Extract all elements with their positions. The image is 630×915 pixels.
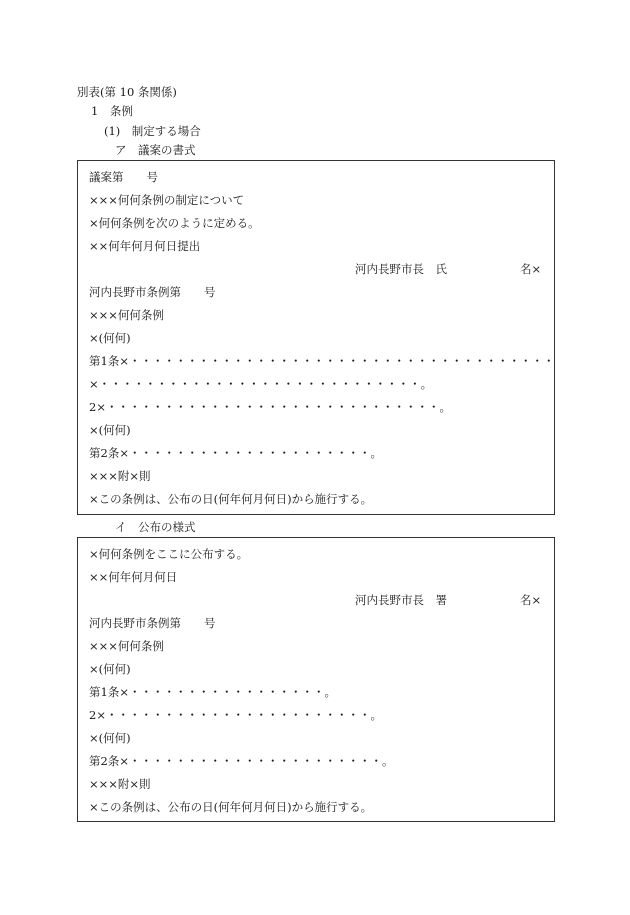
ordinance-title-line: ×××何何条例 [89, 308, 164, 322]
article-2-line: 第2条×・・・・・・・・・・・・・・・・・・・・・・。 [89, 754, 394, 768]
bill-date-line: ××何年何月何日提出 [89, 239, 201, 253]
caption-line-2: ×(何何) [89, 423, 131, 437]
section-heading: 1 条例 [91, 104, 133, 118]
promulgation-date-line: ××何年何月何日 [89, 570, 178, 584]
item-a-heading: ア 議案の書式 [115, 143, 196, 157]
caption-line: ×(何何) [89, 662, 131, 676]
promulgation-format-box [77, 537, 555, 822]
paragraph-2-line: 2×・・・・・・・・・・・・・・・・・・・・・・・。 [89, 708, 382, 722]
article-1-line: 第1条×・・・・・・・・・・・・・・・・・。 [89, 685, 336, 699]
article-2-line: 第2条×・・・・・・・・・・・・・・・・・・・・・。 [89, 446, 382, 460]
article-1-line: 第1条×・・・・・・・・・・・・・・・・・・・・・・・・・・・・・・・・・・・・・ [89, 354, 555, 368]
mayor-signature-left: 河内長野市長 署 [355, 593, 447, 607]
caption-line-2: ×(何何) [89, 731, 131, 745]
bill-enact-line: ×何何条例を次のように定める。 [89, 216, 260, 230]
item-b-heading: イ 公布の様式 [115, 520, 196, 534]
ordinance-title-line: ×××何何条例 [89, 639, 164, 653]
mayor-signature-left: 河内長野市長 氏 [355, 262, 447, 276]
effective-date-line: ×この条例は、公布の日(何年何月何日)から施行する。 [89, 492, 373, 506]
ordinance-number-line: 河内長野市条例第 号 [89, 616, 216, 630]
paragraph-2-line: 2×・・・・・・・・・・・・・・・・・・・・・・・・・・・・・。 [89, 400, 451, 414]
bill-number-line: 議案第 号 [89, 170, 158, 184]
effective-date-line: ×この条例は、公布の日(何年何月何日)から施行する。 [89, 800, 373, 814]
subsection-heading: (1) 制定する場合 [104, 124, 201, 138]
bill-subject-line: ×××何何条例の制定について [89, 193, 245, 207]
caption-line: ×(何何) [89, 331, 131, 345]
promulgation-line: ×何何条例をここに公布する。 [89, 547, 249, 561]
supplementary-heading: ×××附×則 [89, 777, 151, 791]
appendix-title: 別表(第 10 条関係) [77, 85, 177, 99]
supplementary-heading: ×××附×則 [89, 469, 151, 483]
mayor-signature-right: 名× [520, 262, 542, 276]
bill-format-box [77, 160, 555, 515]
article-1-continuation: ×・・・・・・・・・・・・・・・・・・・・・・・・・・・・。 [89, 377, 433, 391]
mayor-signature-right: 名× [520, 593, 542, 607]
ordinance-number-line: 河内長野市条例第 号 [89, 285, 216, 299]
